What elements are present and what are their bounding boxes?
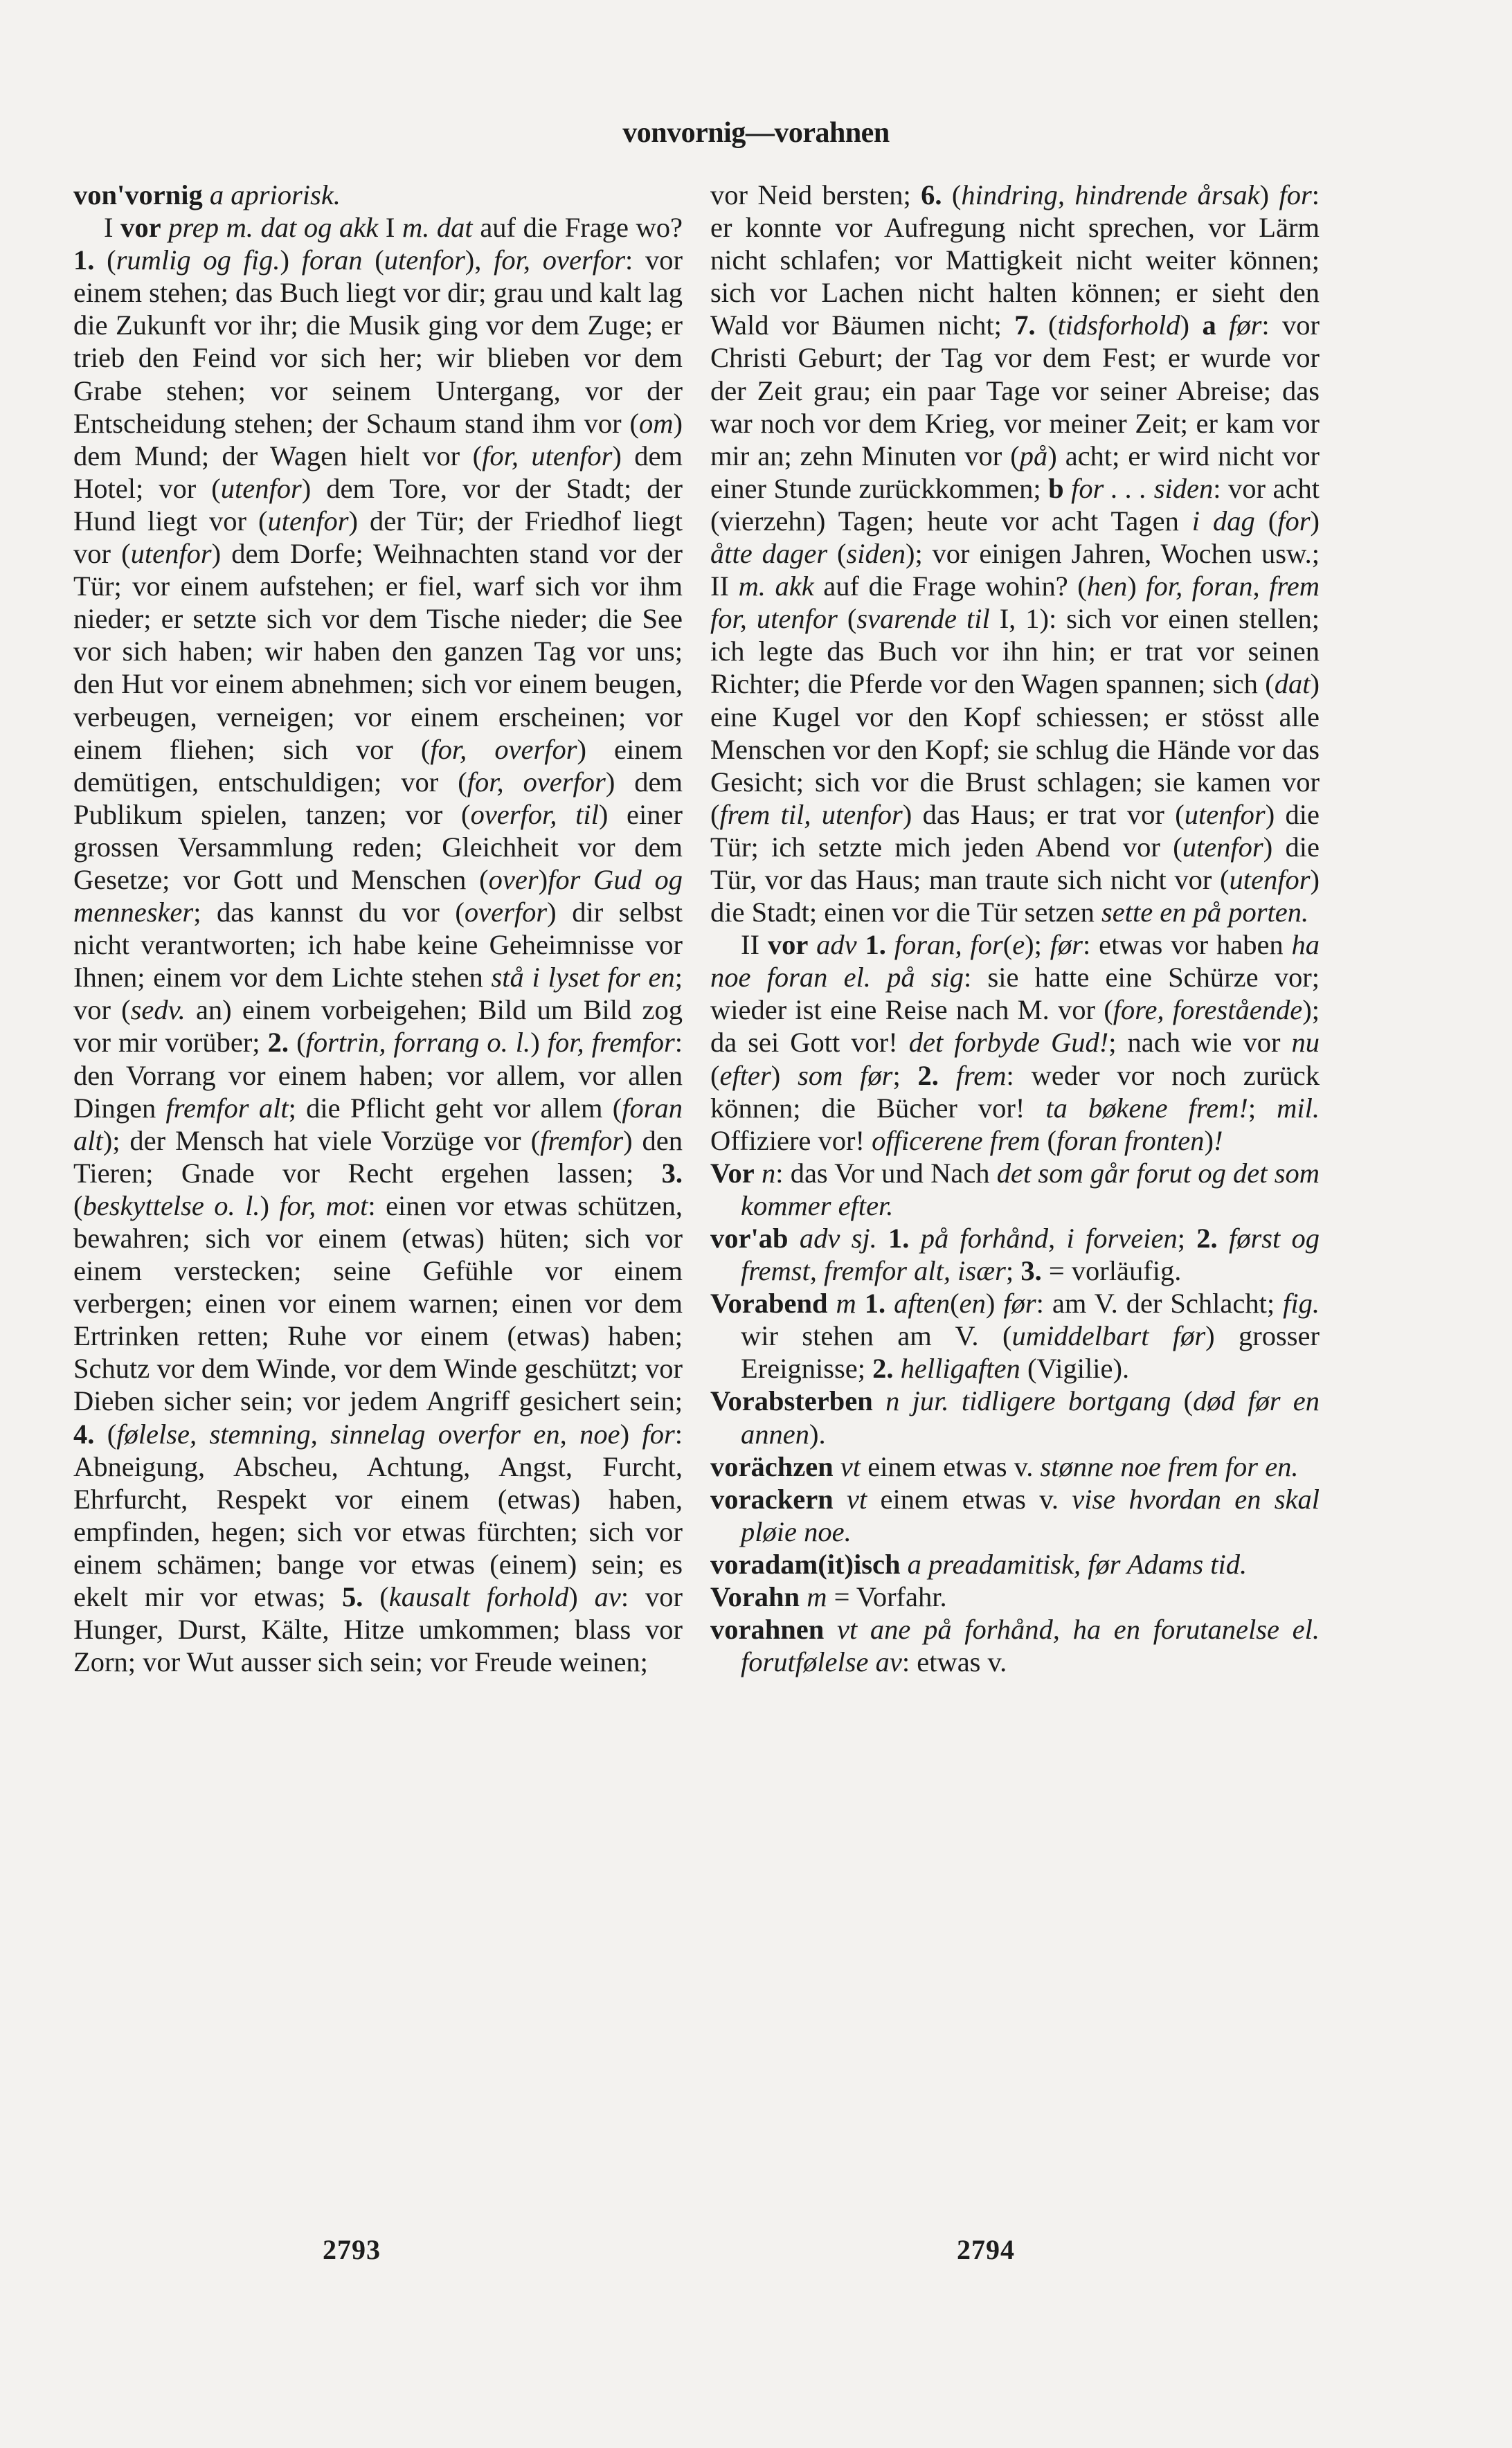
page-header: vonvornig—vorahnen [622, 117, 890, 149]
entry: von'vornig a apriorisk. [73, 179, 341, 210]
page-number-left: 2793 [323, 2234, 381, 2265]
entry: vor'ab adv sj. 1. på forhånd, i forveien; 2. først og fremst, fremfor alt, især; 3. = vorläufig. [710, 1223, 1320, 1287]
entry: Vor n: das Vor und Nach det som går forut og det som kommer efter. [710, 1157, 1320, 1221]
entry: Vorabsterben n jur. tidligere bortgang (død før en annen). [710, 1385, 1320, 1450]
entry: voradam(it)isch a preadamitisk, før Adams tid. [710, 1548, 1248, 1580]
entry: vorackern vt einem etwas v. vise hvordan en skal pløie noe. [710, 1483, 1320, 1547]
entry: Vorabend m 1. aften(en) før: am V. der Schlacht; fig. wir stehen am V. (umiddelbart før) grosser Ereignisse; 2. helligaften (Vigilie). [710, 1288, 1320, 1385]
entry-continued: vor Neid bersten; 6. (hindring, hindrende årsak) for: er konnte vor Aufregung nicht sprechen, vor Lärm nicht schlafen; vor Mattigkeit nicht weiter können; sich vor Lachen nicht halten können; er sieht den Wald vor Bäumen nicht; 7. (tidsforhold) a før: vor Christi Geburt; der Tag vor dem Fest; er wurde vor der Zeit grau; ein paar Tage vor seiner Abreise; das war noch vor dem Krieg, vor meiner Zeit; er kam vor mir an; zehn Minuten vor (på) acht; er wird nicht vor einer Stunde zurückkommen; b for . . . siden: vor acht (vierzehn) Tagen; heute vor acht Tagen i dag (for) åtte dager (siden); vor einigen Jahren, Wochen usw.; II m. akk auf die Frage wohin? (hen) for, foran, frem for, utenfor (svarende til I, 1): sich vor einen stellen; ich legte das Buch vor ihn hin; er trat vor seinen Richter; die Pferde vor den Wagen spannen; sich (dat) eine Kugel vor den Kopf schiessen; er stösst alle Menschen vor den Kopf; sie schlug die Hände vor das Gesicht; sich vor die Brust schlagen; sie kamen vor (frem til, utenfor) das Haus; er trat vor (utenfor) die Tür; ich setzte mich jeden Abend vor (utenfor) die Tür, vor das Haus; man traute sich nicht vor (utenfor) die Stadt; einen vor die Tür setzen sette en på porten. [710, 179, 1320, 928]
entry: I vor prep m. dat og akk I m. dat auf die Frage wo? 1. (rumlig og fig.) foran (utenfor), for, overfor: vor einem stehen; das Buch liegt vor dir; grau und kalt lag die Zukunft vor ihr; die Musik ging vor dem Zuge; er trieb den Feind vor sich her; wir blieben vor dem Grabe stehen; vor seinem Untergang, vor der Entscheidung stehen; der Schaum stand ihm vor (om) dem Mund; der Wagen hielt vor (for, utenfor) dem Hotel; vor (utenfor) dem Tore, vor der Stadt; der Hund liegt vor (utenfor) der Tür; der Friedhof liegt vor (utenfor) dem Dorfe; Weihnachten stand vor der Tür; vor einem aufstehen; er fiel, warf sich vor ihm nieder; er setzte sich vor dem Tische nieder; die See vor sich haben; wir haben den ganzen Tag vor uns; den Hut vor einem abnehmen; sich vor einem beugen, verbeugen, verneigen; vor einem erscheinen; vor einem fliehen; sich vor (for, overfor) einem demütigen, entschuldigen; vor (for, overfor) dem Publikum spielen, tanzen; vor (overfor, til) einer grossen Versammlung reden; Gleichheit vor dem Gesetze; vor Gott und Menschen (over)for Gud og mennesker; das kannst du vor (overfor) dir selbst nicht verantworten; ich habe keine Geheimnisse vor Ihnen; einem vor dem Lichte stehen stå i lyset for en; vor (sedv. an) einem vorbeigehen; Bild um Bild zog vor mir vorüber; 2. (fortrin, forrang o. l.) for, fremfor: den Vorrang vor einem haben; vor allem, vor allen Dingen fremfor alt; die Pflicht geht vor allem (foran alt); der Mensch hat viele Vorzüge vor (fremfor) den Tieren; Gnade vor Recht ergehen lassen; 3. (beskyttelse o. l.) for, mot: einen vor etwas schützen, bewahren; sich vor einem (etwas) hüten; sich vor einem verstecken; seine Gefühle vor einem verbergen; einen vor einem warnen; einen vor dem Ertrinken retten; Ruhe vor einem (etwas) haben; Schutz vor dem Winde, vor dem Winde geschützt; vor Dieben sicher sein; vor jedem Angriff gesichert sein; 4. (følelse, stemning, sinnelag overfor en, noe) for: Abneigung, Abscheu, Achtung, Angst, Furcht, Ehrfurcht, Respekt vor einem (etwas) haben, empfinden, hegen; sich vor etwas fürchten; sich vor einem schämen; bange vor etwas (einem) sein; es ekelt mir vor etwas; 5. (kausalt forhold) av: vor Hunger, Durst, Kälte, Hitze umkommen; blass vor Zorn; vor Wut ausser sich sein; vor Freude weinen; [73, 212, 683, 1678]
entry: vorächzen vt einem etwas v. stønne noe frem for en. [710, 1450, 1299, 1482]
page-number-right: 2794 [957, 2234, 1015, 2265]
right-column [710, 179, 1320, 1678]
entry: vorahnen vt ane på forhånd, ha en forutanelse el. forutfølelse av: etwas v. [710, 1614, 1320, 1678]
entry: Vorahn m = Vorfahr. [710, 1581, 947, 1613]
left-column [73, 179, 683, 1678]
entry: II vor adv 1. foran, for(e); før: etwas vor haben ha noe foran el. på sig: sie hatte eine Schürze vor; wieder ist eine Reise nach M. vor (fore, forestående); da sei Gott vor! det forbyde Gud!; nach wie vor nu (efter) som før; 2. frem: weder vor noch zurück können; die Bücher vor! ta bøkene frem!; mil. Offiziere vor! officerene frem (foran fronten)! [710, 929, 1320, 1156]
